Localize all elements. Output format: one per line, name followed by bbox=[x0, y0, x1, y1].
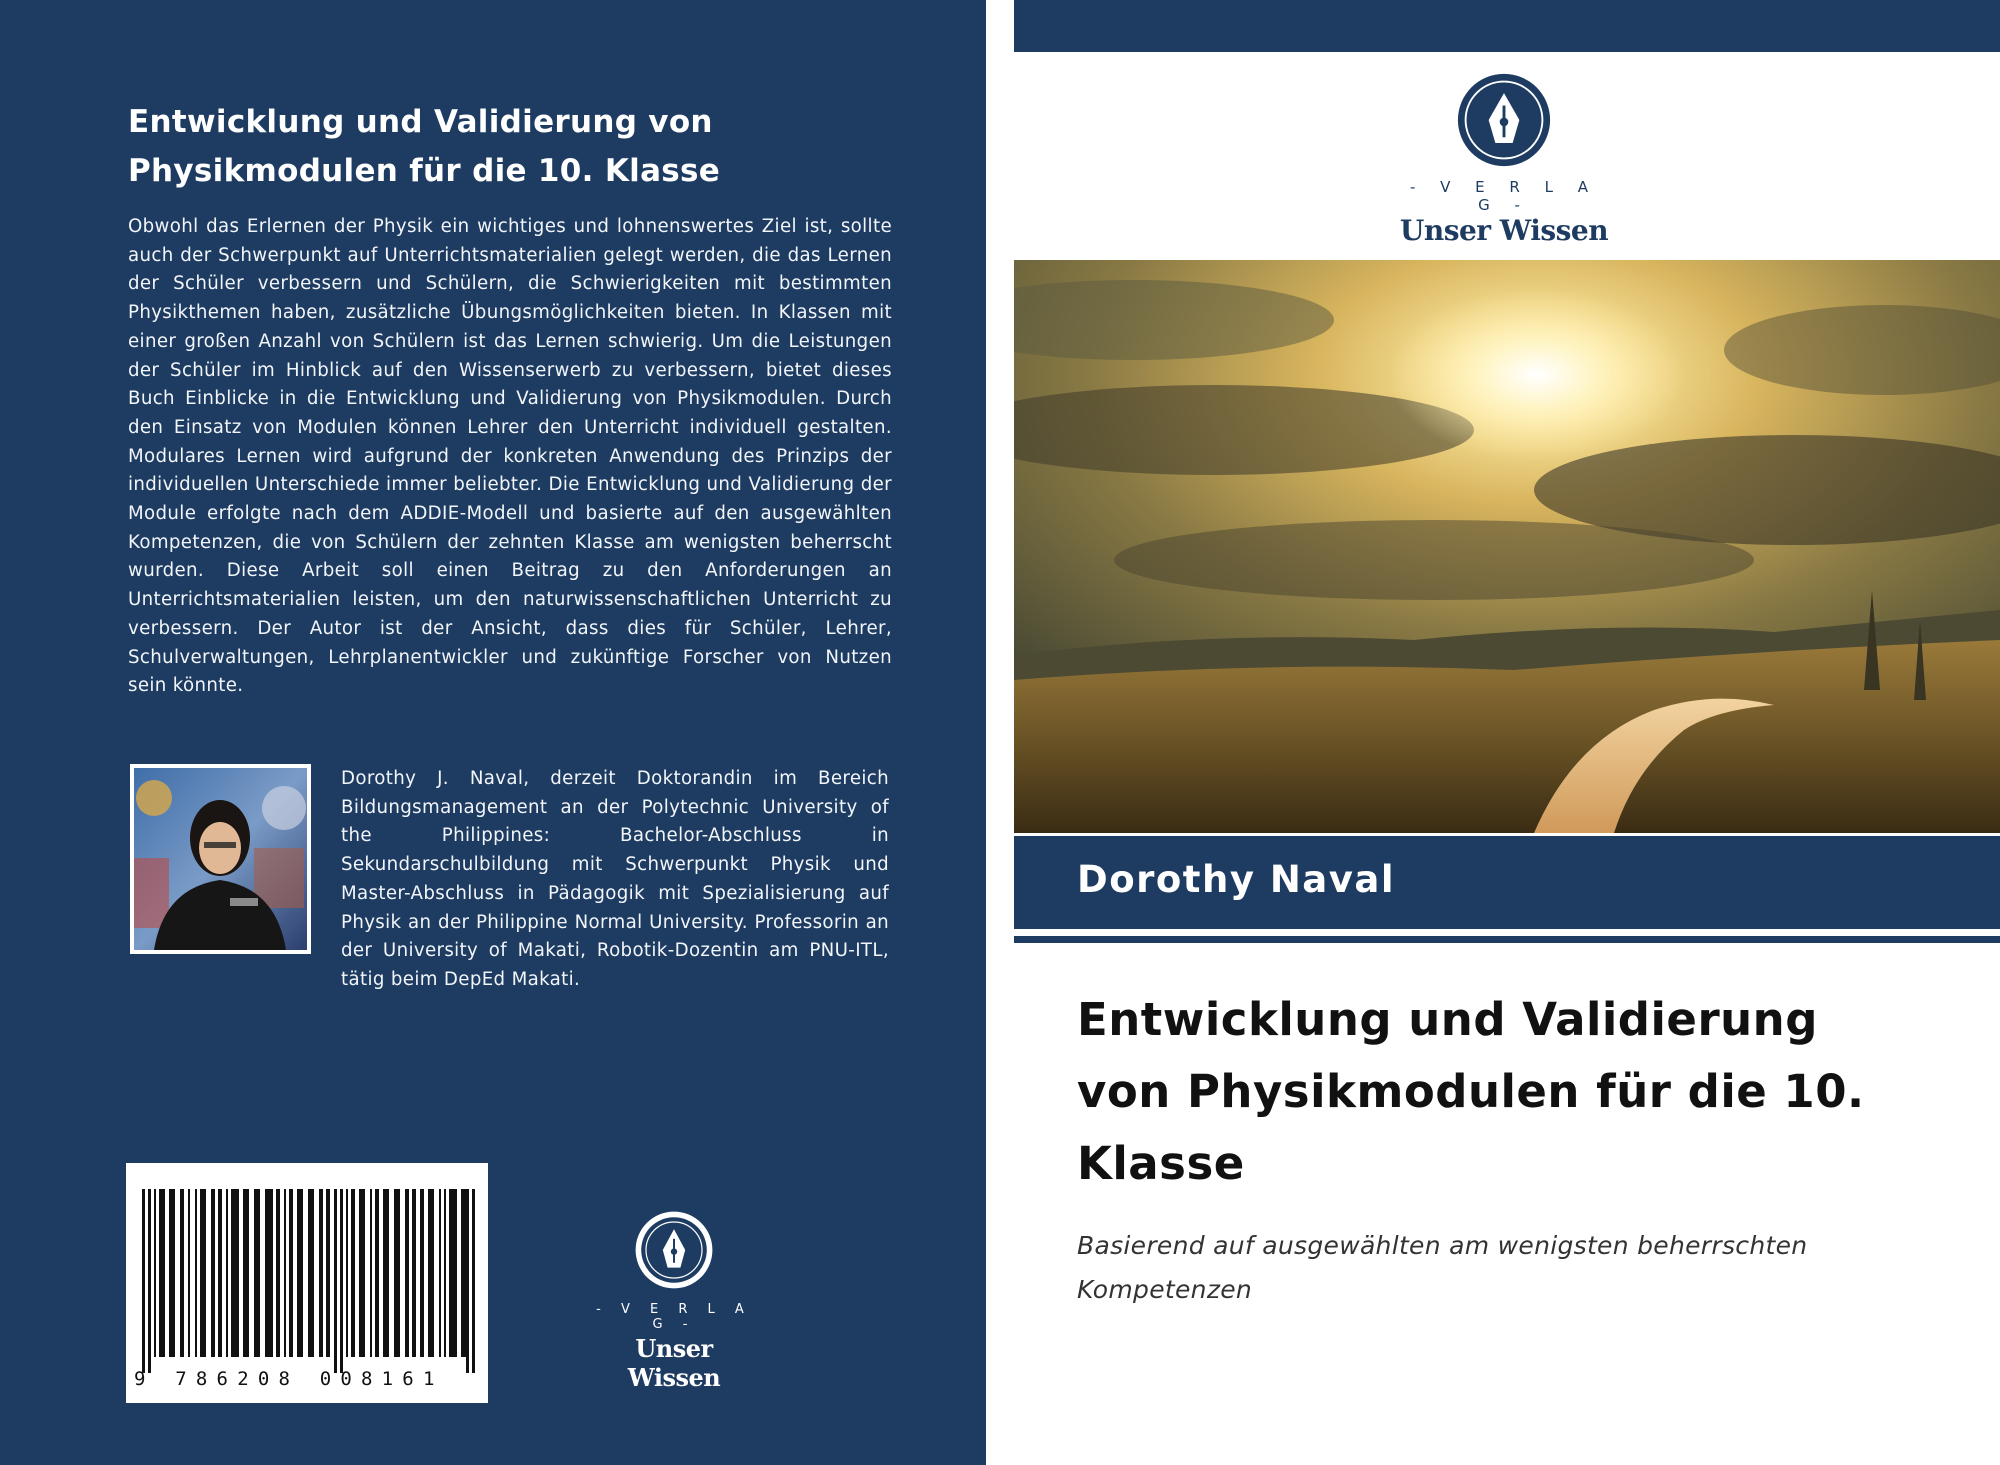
barcode-bar bbox=[276, 1189, 280, 1357]
barcode-bar bbox=[218, 1189, 222, 1357]
spine-gap bbox=[986, 0, 1014, 1465]
subtitle-line-2: Kompetenzen bbox=[1077, 1275, 1253, 1304]
fountain-pen-nib-icon bbox=[634, 1210, 714, 1290]
barcode-bar bbox=[340, 1189, 343, 1373]
barcode-bar bbox=[308, 1189, 314, 1357]
top-navy-band bbox=[1014, 0, 2000, 52]
barcode-bar bbox=[351, 1189, 355, 1357]
author-portrait-image bbox=[134, 768, 307, 950]
barcode-bar bbox=[444, 1189, 446, 1357]
author-name: Dorothy Naval bbox=[1077, 858, 1396, 901]
barcode-bar bbox=[195, 1189, 197, 1357]
barcode-bar bbox=[159, 1189, 165, 1357]
barcode-bar bbox=[439, 1189, 441, 1357]
back-cover-title bbox=[128, 98, 888, 196]
author-photo bbox=[130, 764, 311, 954]
back-title-line-1: Entwicklung und Validierung von bbox=[128, 104, 713, 140]
author-bio: Dorothy J. Naval, derzeit Doktorandin im Bereich Bildungsmanagement an der Polytechnic University of the Philippines: Bachelor-Abschluss in Sekundarschulbildung mit Schwerpunkt Physik und Master-Abschluss in Pädagogik mit Spezialisierung auf Physik an der Philippine Normal University. Professorin an der University of Makati, Robotik-Dozentin am PNU-ITL, tätig beim DepEd Makati. bbox=[341, 768, 889, 990]
isbn-barcode bbox=[126, 1163, 488, 1403]
book-subtitle bbox=[1077, 1224, 1957, 1312]
barcode-bar bbox=[370, 1189, 372, 1357]
barcode-bar bbox=[334, 1189, 337, 1373]
subtitle-line-1: Basierend auf ausgewählten am wenigsten beherrschten bbox=[1077, 1231, 1808, 1260]
title-line-3: Klasse bbox=[1077, 1137, 1245, 1190]
book-blurb: Obwohl das Erlernen der Physik ein wichtiges und lohnenswertes Ziel ist, sollte auch der Schwerpunkt auf Unterrichtsmaterialien gelegt werden, die das Lernen der Schüler verbessern und Schülern, die Schwierigkeiten mit bestimmten Physikthemen haben, zusätzliche Übungsmöglichkeiten bieten. In Klassen mit einer großen Anzahl von Schülern ist das Lernen schwierig. Um die Leistungen der Schüler im Hinblick auf den Wissenserwerb zu verbessern, bietet dieses Buch Einblicke in die Entwicklung und Validierung von Physikmodulen. Durch den Einsatz von Modulen können Lehrer den Unterricht individuell gestalten. Modulares Lernen wird aufgrund der konkreten Anwendung des Prinzips der individuellen Unterschiede immer beliebter. Die Entwicklung und Validierung der Module erfolgte nach dem ADDIE-Modell und basierte auf den ausgewählten Kompetenzen, die von Schülern der zehnten Klasse am wenigsten beherrscht wurden. Diese Arbeit soll einen Beitrag zu den Anforderungen an Unterrichtsmaterialien leisten, um den naturwissenschaftlichen Unterricht zu verbessern. Der Autor ist der Ansicht, dass dies für Schüler, Lehrer, Schulverwaltungen, Lehrplanentwickler und zukünftige Forscher von Nutzen sein könnte. bbox=[128, 216, 892, 697]
barcode-bar bbox=[319, 1189, 323, 1357]
barcode-bar bbox=[466, 1189, 469, 1373]
barcode-bar bbox=[412, 1189, 416, 1357]
title-line-1: Entwicklung und Validierung bbox=[1077, 993, 1818, 1046]
barcode-bar bbox=[428, 1189, 434, 1357]
barcode-bar bbox=[243, 1189, 249, 1357]
barcode-bar bbox=[326, 1189, 330, 1357]
book-title bbox=[1077, 984, 1957, 1200]
back-cover bbox=[0, 0, 986, 1465]
barcode-bar bbox=[394, 1189, 400, 1357]
back-publisher-logo bbox=[588, 1210, 760, 1392]
barcode-bar bbox=[297, 1189, 303, 1357]
barcode-bar bbox=[265, 1189, 273, 1357]
barcode-bar bbox=[472, 1189, 475, 1373]
barcode-bar bbox=[226, 1189, 228, 1357]
barcode-bar bbox=[254, 1189, 260, 1357]
front-cover bbox=[1014, 0, 2000, 1465]
barcode-bar bbox=[154, 1189, 156, 1357]
barcode-bar bbox=[211, 1189, 215, 1357]
front-publisher-logo bbox=[1394, 72, 1614, 247]
barcode-bar bbox=[449, 1189, 457, 1357]
barcode-bar bbox=[375, 1189, 379, 1357]
back-publisher-name: Unser Wissen bbox=[627, 1334, 721, 1392]
barcode-bar bbox=[231, 1189, 239, 1357]
barcode-bar bbox=[188, 1189, 190, 1357]
isbn-number: 9 786208 008161 bbox=[134, 1368, 444, 1390]
barcode-bar bbox=[405, 1189, 409, 1357]
barcode-bar bbox=[148, 1189, 151, 1373]
barcode-bar bbox=[359, 1189, 365, 1357]
back-title-line-2: Physikmodulen für die 10. Klasse bbox=[128, 153, 721, 189]
barcode-bar bbox=[289, 1189, 293, 1357]
author-band bbox=[1014, 836, 2000, 929]
front-publisher-label: - V E R L A G - bbox=[1409, 178, 1599, 214]
fountain-pen-nib-icon bbox=[1456, 72, 1552, 168]
back-publisher-label: - V E R L A G - bbox=[596, 1302, 752, 1332]
barcode-bar bbox=[142, 1189, 145, 1373]
sunset-landscape-image bbox=[1014, 260, 2000, 833]
divider-rule bbox=[1014, 936, 2000, 943]
barcode-bar bbox=[284, 1189, 286, 1357]
barcode-bar bbox=[180, 1189, 184, 1357]
barcode-bar bbox=[420, 1189, 424, 1357]
barcode-bar bbox=[169, 1189, 175, 1357]
barcode-bar bbox=[346, 1189, 348, 1357]
barcode-bar bbox=[200, 1189, 206, 1357]
title-line-2: von Physikmodulen für die 10. bbox=[1077, 1065, 1865, 1118]
barcode-image bbox=[136, 1189, 478, 1373]
barcode-bar bbox=[383, 1189, 389, 1357]
front-publisher-name: Unser Wissen bbox=[1399, 214, 1609, 247]
